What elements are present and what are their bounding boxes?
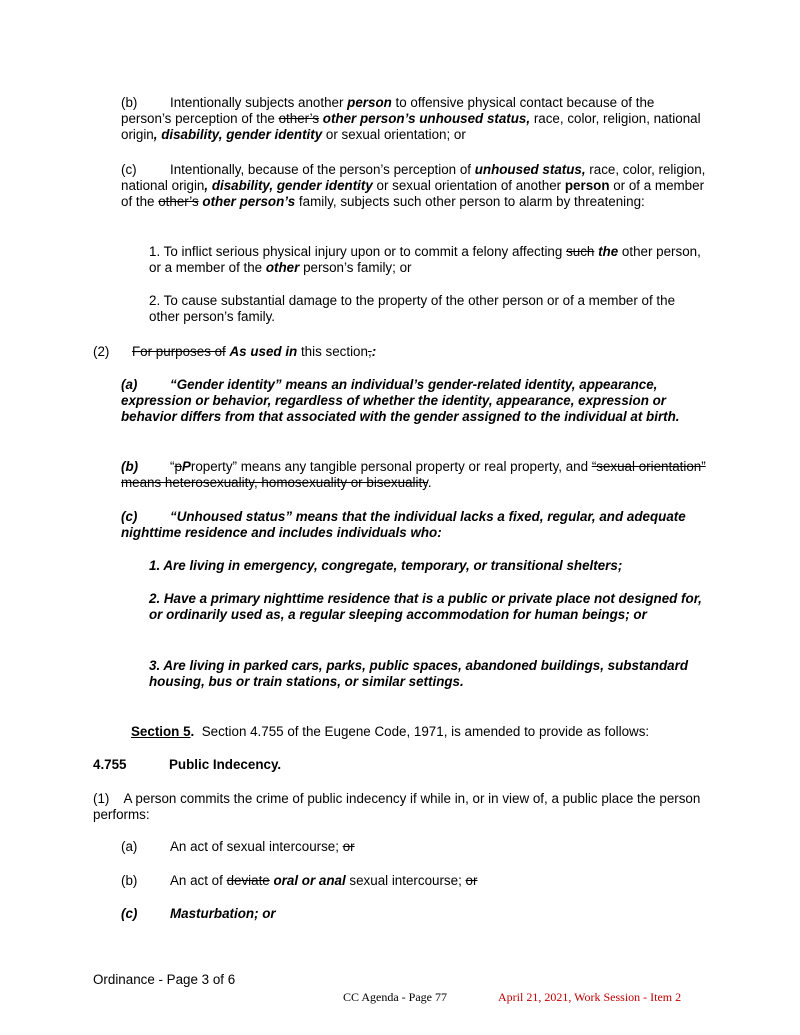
item-2: 2. To cause substantial damage to the property of the other person or of a member of the other person’s family. <box>149 293 676 324</box>
subsection-2: (2) For purposes of As used in this section,: <box>93 344 377 359</box>
act-b: (b) An act of deviate oral or anal sexual intercourse; or <box>121 873 478 888</box>
page-footer: Ordinance - Page 3 of 6 <box>93 972 236 987</box>
definition-c-item-2: 2. Have a primary nighttime residence that is a public or private place not designed for, or ordinarily used as, a regular sleeping accommodation for human beings; or <box>149 591 702 622</box>
paragraph-b: (b) Intentionally subjects another person to offensive physical contact because of the person’s perception of the other’s other person’s unhoused status, race, color, religion, national origin, disability, gender identity or sexual orientation; or <box>121 95 701 142</box>
work-session-stamp: April 21, 2021, Work Session - Item 2 <box>498 990 682 1004</box>
definition-a: (a) “Gender identity” means an individual’s gender-related identity, appearance, expression or behavior, regardless of whether the identity, appearance, expression or behavior differs from that associated with the gender assigned to the individual at birth. <box>121 377 680 424</box>
paragraph-c: (c) Intentionally, because of the person’s perception of unhoused status, race, color, religion, national origin, disability, gender identity or sexual orientation of another person or of a member of the other’s other person’s family, subjects such other person to alarm by threatening: <box>121 162 706 209</box>
section-5: Section 5. Section 4.755 of the Eugene Code, 1971, is amended to provide as follows: <box>131 724 650 739</box>
subsection-1: (1) A person commits the crime of public indecency if while in, or in view of, a public place the person performs: <box>93 791 705 822</box>
act-c: (c) Masturbation; or <box>121 906 276 921</box>
section-heading: 4.755 Public Indecency. <box>93 757 282 772</box>
definition-c: (c) “Unhoused status” means that the individual lacks a fixed, regular, and adequate nighttime residence and includes individuals who: <box>121 509 686 540</box>
item-1: 1. To inflict serious physical injury upon or to commit a felony affecting such the other person, or a member of the other person’s family; or <box>149 244 701 275</box>
definition-c-item-1: 1. Are living in emergency, congregate, temporary, or transitional shelters; <box>149 558 623 573</box>
act-a: (a) An act of sexual intercourse; or <box>121 839 355 854</box>
definition-c-item-3: 3. Are living in parked cars, parks, public spaces, abandoned buildings, substandard housing, bus or train stations, or similar settings. <box>149 658 688 689</box>
definition-b: (b) “pProperty” means any tangible personal property or real property, and “sexual orientation” means heterosexuality, homosexuality or bisexuality. <box>121 459 706 490</box>
agenda-page-stamp: CC Agenda - Page 77 <box>343 990 447 1004</box>
